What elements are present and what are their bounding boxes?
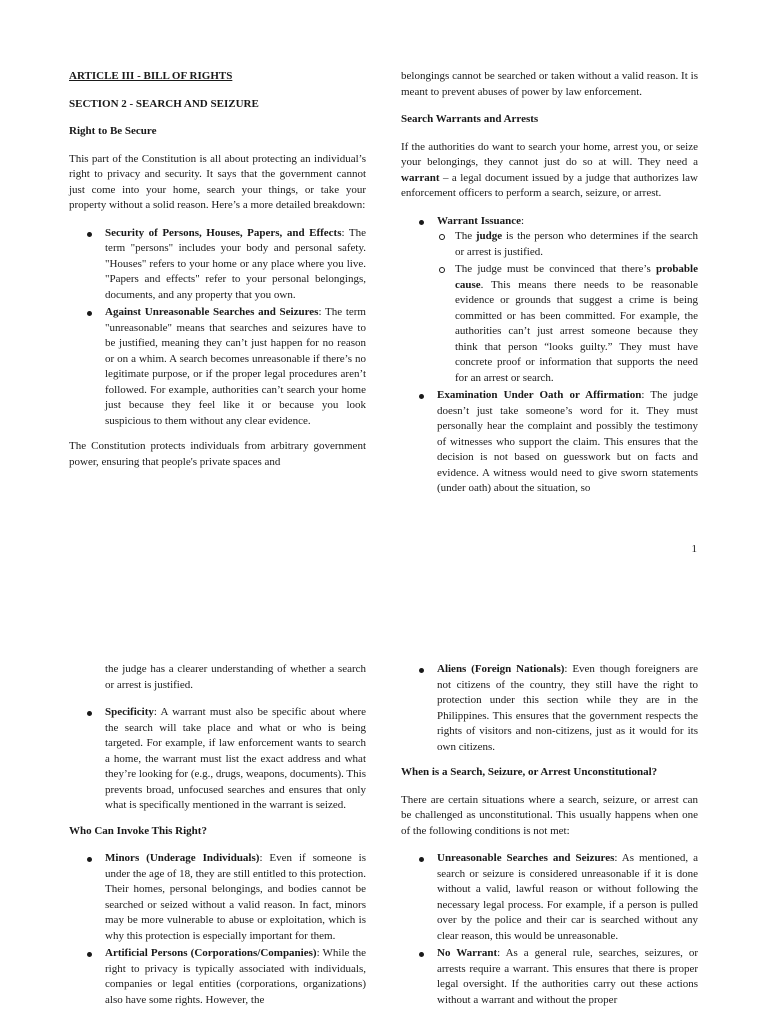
- list-item: Examination Under Oath or Affirmation: The judge doesn’t just take someone’s word for it. They must personally hear the complaint and possibly the testimony of witnesses who support the claim. This ensures that the decision is not based on guesswork but on facts and evidence. A witness would need to give sworn statements (under oath) about the situation, so: [401, 388, 698, 497]
- page-2: [0, 576, 768, 1024]
- page2-right-column: [401, 662, 698, 1018]
- breakdown-list: [69, 226, 366, 430]
- page1-left-column: [69, 69, 366, 482]
- list-item: Unreasonable Searches and Seizures: As mentioned, a search or seizure is considered unreasonable if it is done without a valid, lawful reason or without following the necessary legal process. For example, if a person is pulled over by the police and their car is searched without any clear reason, this would be unreasonable.: [401, 851, 698, 944]
- intro-paragraph: This part of the Constitution is all about protecting an individual’s right to privacy and security. It says that the government cannot just come into your home, search your things, or take your property without a solid reason. Here’s a more detailed breakdown:: [69, 152, 366, 211]
- sub-list-item: The judge must be convinced that there’s probable cause. This means there needs to be reasonable evidence or grounds that suggest a crime is being committed or has been committed. For example, the authorities can’t just arrest someone because they think that person “looks guilty.” They must have concrete proof or information that supports the need for an arrest or search.: [437, 262, 698, 386]
- list-item: Warrant Issuance: The judge is the person who determines if the search or arrest is justified. The judge must be convinced that there’s probable cause. This means there needs to be reasonable evidence or grounds that suggest a crime is being committed or has been committed. For example, the authorities can’t just arrest someone because they think that person “looks guilty.” They must have concrete proof or information that supports the need for an arrest or search.: [401, 214, 698, 387]
- subheading-who-can-invoke: Who Can Invoke This Right?: [69, 824, 207, 837]
- item-term: Security of Persons, Houses, Papers, and Effects: [105, 226, 342, 239]
- closing-paragraph: The Constitution protects individuals from arbitrary government power, ensuring that people's private spaces and: [69, 440, 366, 468]
- page2-left-column: [69, 662, 366, 1018]
- sub-list-item: The judge is the person who determines if the search or arrest is justified.: [437, 229, 698, 260]
- warrant-list: [401, 214, 698, 497]
- item-text: : The term "persons" includes your body and personal safety. "Houses" refers to your home or any place where you live. "Papers and effects" refer to your personal belongings, documents, and any property that you own.: [105, 226, 366, 301]
- invoke-list: [69, 851, 366, 1008]
- subheading-search-warrants: Search Warrants and Arrests: [401, 113, 539, 125]
- list-item: Specificity: A warrant must also be specific about where the search will take place and what or who is being targeted. For example, if law enforcement wants to search a home, the warrant must list the exact address and what they’re looking for (e.g., drugs, weapons, documents). This prevents broad, unfocused searches and ensures that only what is specifically mentioned in the warrant is seized.: [69, 705, 366, 814]
- page1-right-column: [401, 69, 698, 507]
- aliens-list: [401, 662, 698, 755]
- specificity-list: [69, 705, 366, 814]
- list-item: [69, 305, 366, 429]
- sub-list: [401, 229, 698, 386]
- article-title: ARTICLE III - BILL OF RIGHTS: [69, 70, 233, 82]
- section-title: SECTION 2 - SEARCH AND SEIZURE: [69, 97, 259, 110]
- item-term: Against Unreasonable Searches and Seizures: [105, 306, 319, 318]
- subheading-unconstitutional: When is a Search, Seizure, or Arrest Unconstitutional?: [401, 766, 658, 778]
- subheading-right-to-be-secure: Right to Be Secure: [69, 125, 157, 137]
- conditions-paragraph: There are certain situations where a search, seizure, or arrest can be challenged as unconstitutional. This usually happens when one of the following conditions is not met:: [401, 793, 698, 837]
- warrant-paragraph: If the authorities do want to search your home, arrest you, or seize your belongings, they cannot just do so at will. They need a warrant – a legal document issued by a judge that authorizes law enforcement officers to perform a search, seizure, or arrest.: [401, 140, 698, 199]
- list-item: Artificial Persons (Corporations/Companies): While the right to privacy is typically associated with individuals, companies or legal entities (corporations, organizations) also have some rights. However, the: [69, 946, 366, 1008]
- list-item: Minors (Underage Individuals): Even if someone is under the age of 18, they are still entitled to this protection. Their homes, personal belongings, and bodies cannot be searched or seized without a valid reason. In fact, minors may be more vulnerable to abuse or exploitation, which is why this protection is especially important for them.: [69, 851, 366, 944]
- list-item: No Warrant: As a general rule, searches, seizures, or arrests require a warrant. This ensures that there is proper legal oversight. If the authorities carry out these actions without a warrant and without the proper: [401, 946, 698, 1008]
- continued-paragraph: belongings cannot be searched or taken without a valid reason. It is meant to prevent abuses of power by law enforcement.: [401, 70, 698, 98]
- list-item: [69, 226, 366, 304]
- item-text: : The term "unreasonable" means that searches and seizures have to be justified, meaning they can’t just happen for no reason or on a whim. A search becomes unreasonable if there’s no legitimate purpose, or if the proper legal procedures aren’t followed. For example, authorities can’t search your home just because they feel like it or because you look suspicious to them without any clear evidence.: [105, 306, 366, 427]
- list-item: Aliens (Foreign Nationals): Even though foreigners are not citizens of the country, they still have the right to protection under this section while they are in the Philippines. This ensures that the government respects the rights of visitors and non-citizens, just as it would for its own citizens.: [401, 662, 698, 755]
- page-number: 1: [691, 543, 697, 555]
- conditions-list: [401, 851, 698, 1008]
- continued-text: the judge has a clearer understanding of whether a search or arrest is justified.: [105, 663, 366, 691]
